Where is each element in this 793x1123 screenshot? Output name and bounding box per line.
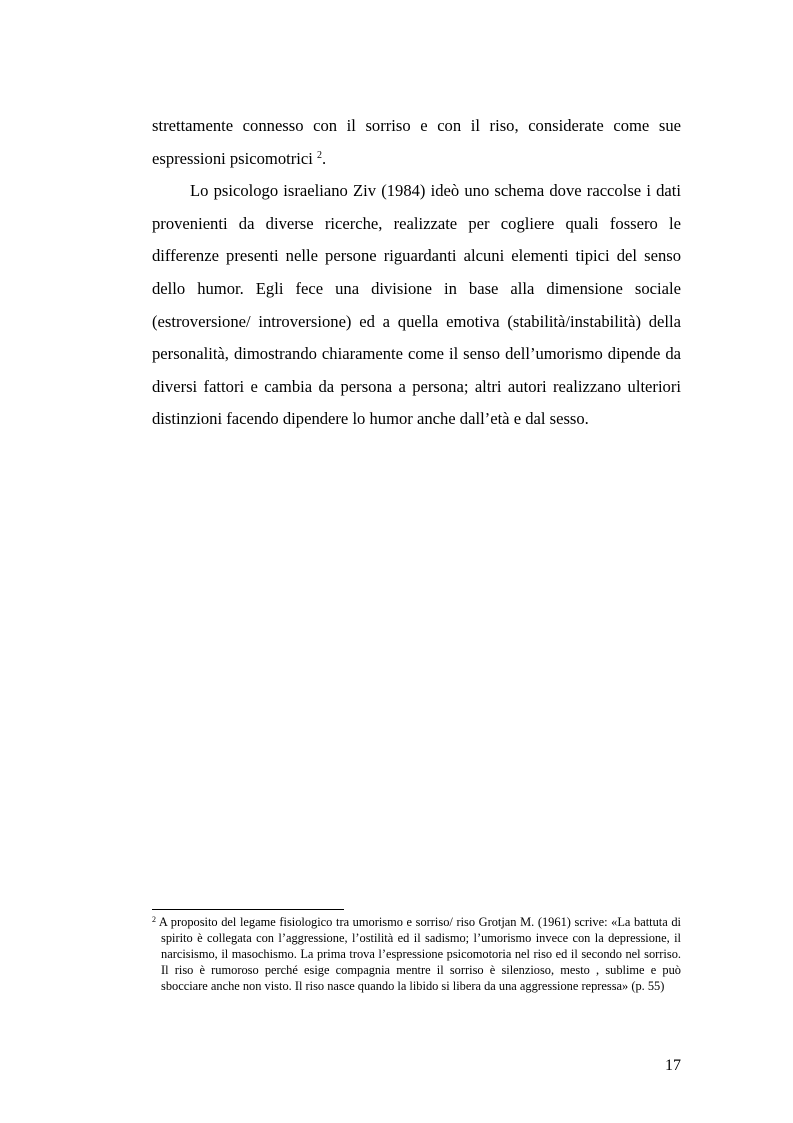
- footnote-reference[interactable]: 2: [317, 149, 322, 161]
- paragraph-1: [152, 110, 681, 175]
- footnote-text: A proposito del legame fisiologico tra umorismo e sorriso/ riso Grotjan M. (1961) scrive: «La battuta di spirito è collegata con l’aggressione, l’ostilità ed il sadismo; l’umorismo invece con la depressione, il narcisismo, il masochismo. La prima trova l’espressione psicomotoria nel riso ed il secondo nel sorriso. Il riso è rumoroso perché esige compagnia mentre il sorriso è silenzioso, mesto , sublime e può sbocciare anche non visto. Il riso nasce quando la libido si libera da una aggressione repressa» (p. 55): [156, 915, 681, 993]
- page-number: 17: [665, 1057, 681, 1074]
- paragraph-2: Lo psicologo israeliano Ziv (1984) ideò uno schema dove raccolse i dati provenienti da diverse ricerche, realizzate per cogliere quali fossero le differenze presenti nelle persone riguardanti alcuni elementi tipici del senso dello humor. Egli fece una divisione in base alla dimensione sociale (estroversione/ introversione) ed a quella emotiva (stabilità/instabilità) della personalità, dimostrando chiaramente come il senso dell’umorismo dipende da diversi fattori e cambia da persona a persona; altri autori realizzano ulteriori distinzioni facendo dipendere lo humor anche dall’età e dal sesso.: [152, 181, 681, 429]
- footnote-number: 2: [152, 915, 156, 924]
- paragraph-1-text: strettamente connesso con il sorriso e con il riso, considerate come sue espressioni psicomotrici: [152, 116, 681, 168]
- footnote-separator: [152, 909, 344, 910]
- body-text: [152, 110, 681, 436]
- footnote: [152, 914, 681, 994]
- paragraph-1-end: .: [322, 148, 327, 168]
